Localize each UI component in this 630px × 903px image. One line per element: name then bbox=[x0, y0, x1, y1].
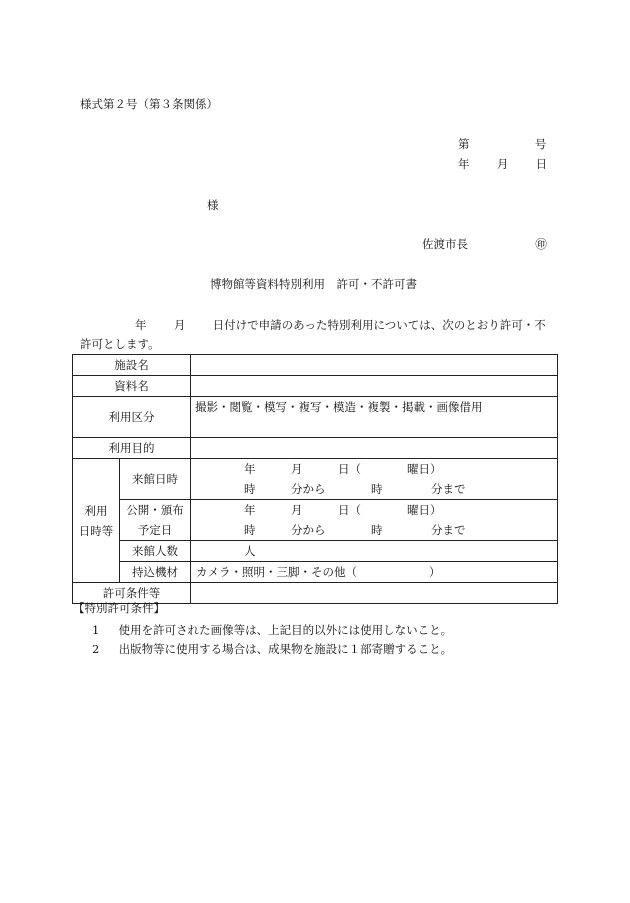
form-number: 様式第２号（第３条関係） bbox=[80, 97, 218, 111]
condition-number: 2 bbox=[92, 642, 100, 656]
conditions-value[interactable] bbox=[191, 583, 558, 604]
visit-weekday: 曜日） bbox=[407, 462, 442, 476]
purpose-value[interactable] bbox=[191, 438, 558, 459]
row-visitors bbox=[73, 541, 558, 562]
doc-number bbox=[458, 137, 546, 151]
seal-mark: ㊞ bbox=[535, 237, 547, 251]
visitors-value[interactable] bbox=[191, 541, 558, 562]
facility-value[interactable] bbox=[191, 355, 558, 376]
row-facility bbox=[73, 355, 558, 376]
application-table bbox=[72, 354, 558, 604]
row-material bbox=[73, 376, 558, 397]
usage-type-options[interactable]: 撮影・閲覧・模写・複写・模造・複製・掲載・画像借用 bbox=[191, 397, 558, 438]
body-line-1 bbox=[135, 318, 546, 332]
doc-number-suffix: 号 bbox=[534, 137, 547, 151]
special-conditions-heading: 【特別許可条件】 bbox=[73, 601, 165, 615]
row-publish-date bbox=[73, 500, 558, 541]
condition-text: 使用を許可された画像等は、上記目的以外には使用しないこと。 bbox=[118, 623, 453, 637]
addressee-suffix: 様 bbox=[207, 198, 219, 212]
issuer-name: 佐渡市長 bbox=[422, 237, 468, 251]
visit-year: 年 bbox=[244, 462, 256, 476]
equipment-options: カメラ・照明・三脚・その他（ bbox=[196, 565, 357, 579]
row-visit-datetime bbox=[73, 459, 558, 500]
visit-hour-2: 時 bbox=[371, 482, 383, 496]
conditions-label: 許可条件等 bbox=[73, 583, 191, 604]
row-usage-type bbox=[73, 397, 558, 438]
issuer bbox=[422, 237, 547, 251]
visit-datetime-value[interactable] bbox=[191, 459, 558, 500]
special-condition-2 bbox=[92, 641, 452, 657]
body-month: 月 bbox=[173, 318, 186, 332]
publish-until: 分まで bbox=[431, 523, 466, 537]
publish-hour-2: 時 bbox=[371, 523, 383, 537]
publish-datetime-value[interactable] bbox=[191, 500, 558, 541]
row-equipment bbox=[73, 562, 558, 583]
datetime-group-label bbox=[73, 459, 120, 583]
visit-hour: 時 bbox=[244, 482, 256, 496]
publish-year: 年 bbox=[244, 503, 256, 517]
facility-label: 施設名 bbox=[73, 355, 191, 376]
purpose-label: 利用目的 bbox=[73, 438, 191, 459]
publish-time-line bbox=[191, 520, 557, 540]
visit-date-line bbox=[191, 459, 557, 479]
publish-month: 月 bbox=[291, 503, 303, 517]
issue-date bbox=[458, 157, 547, 171]
doc-number-prefix: 第 bbox=[458, 137, 470, 151]
publish-from: 分から bbox=[291, 523, 326, 537]
equipment-value[interactable] bbox=[191, 562, 558, 583]
visit-label: 来館日時 bbox=[120, 459, 191, 500]
visit-until: 分まで bbox=[431, 482, 466, 496]
publish-date-line bbox=[191, 500, 557, 520]
material-value[interactable] bbox=[191, 376, 558, 397]
publish-hour: 時 bbox=[244, 523, 256, 537]
material-label: 資料名 bbox=[73, 376, 191, 397]
row-purpose bbox=[73, 438, 558, 459]
special-condition-1 bbox=[92, 622, 452, 638]
datetime-label-line-2: 日時等 bbox=[78, 523, 114, 538]
body-line-1-text: 日付けで申請のあった特別利用については、次のとおり許可・不 bbox=[212, 318, 546, 332]
visitors-label: 来館人数 bbox=[120, 541, 191, 562]
document-title: 博物館等資料特別利用 許可・不許可書 bbox=[210, 277, 417, 291]
equipment-close: ） bbox=[429, 565, 441, 579]
equipment-label: 持込機材 bbox=[120, 562, 191, 583]
visitors-unit: 人 bbox=[244, 544, 256, 558]
visit-day: 日（ bbox=[338, 462, 361, 476]
body-year: 年 bbox=[135, 318, 147, 332]
visit-time-line bbox=[191, 479, 557, 499]
issue-date-month: 月 bbox=[496, 157, 509, 171]
publish-label-line-1: 公開・頒布 bbox=[126, 503, 184, 517]
publish-label-line-2: 予定日 bbox=[137, 523, 173, 537]
publish-day: 日（ bbox=[338, 503, 361, 517]
datetime-label-line-1: 利用 bbox=[84, 503, 108, 518]
visit-from: 分から bbox=[291, 482, 326, 496]
issue-date-day: 日 bbox=[535, 157, 548, 171]
visitors-line bbox=[191, 541, 557, 561]
condition-text: 出版物等に使用する場合は、成果物を施設に１部寄贈すること。 bbox=[118, 642, 453, 656]
equipment-line bbox=[191, 562, 557, 582]
issue-date-year: 年 bbox=[458, 157, 470, 171]
visit-month: 月 bbox=[291, 462, 303, 476]
publish-weekday: 曜日） bbox=[407, 503, 442, 517]
usage-type-label: 利用区分 bbox=[73, 397, 191, 438]
condition-number: 1 bbox=[92, 623, 100, 637]
body-line-2: 許可とします。 bbox=[80, 337, 160, 351]
publish-label bbox=[120, 500, 191, 541]
